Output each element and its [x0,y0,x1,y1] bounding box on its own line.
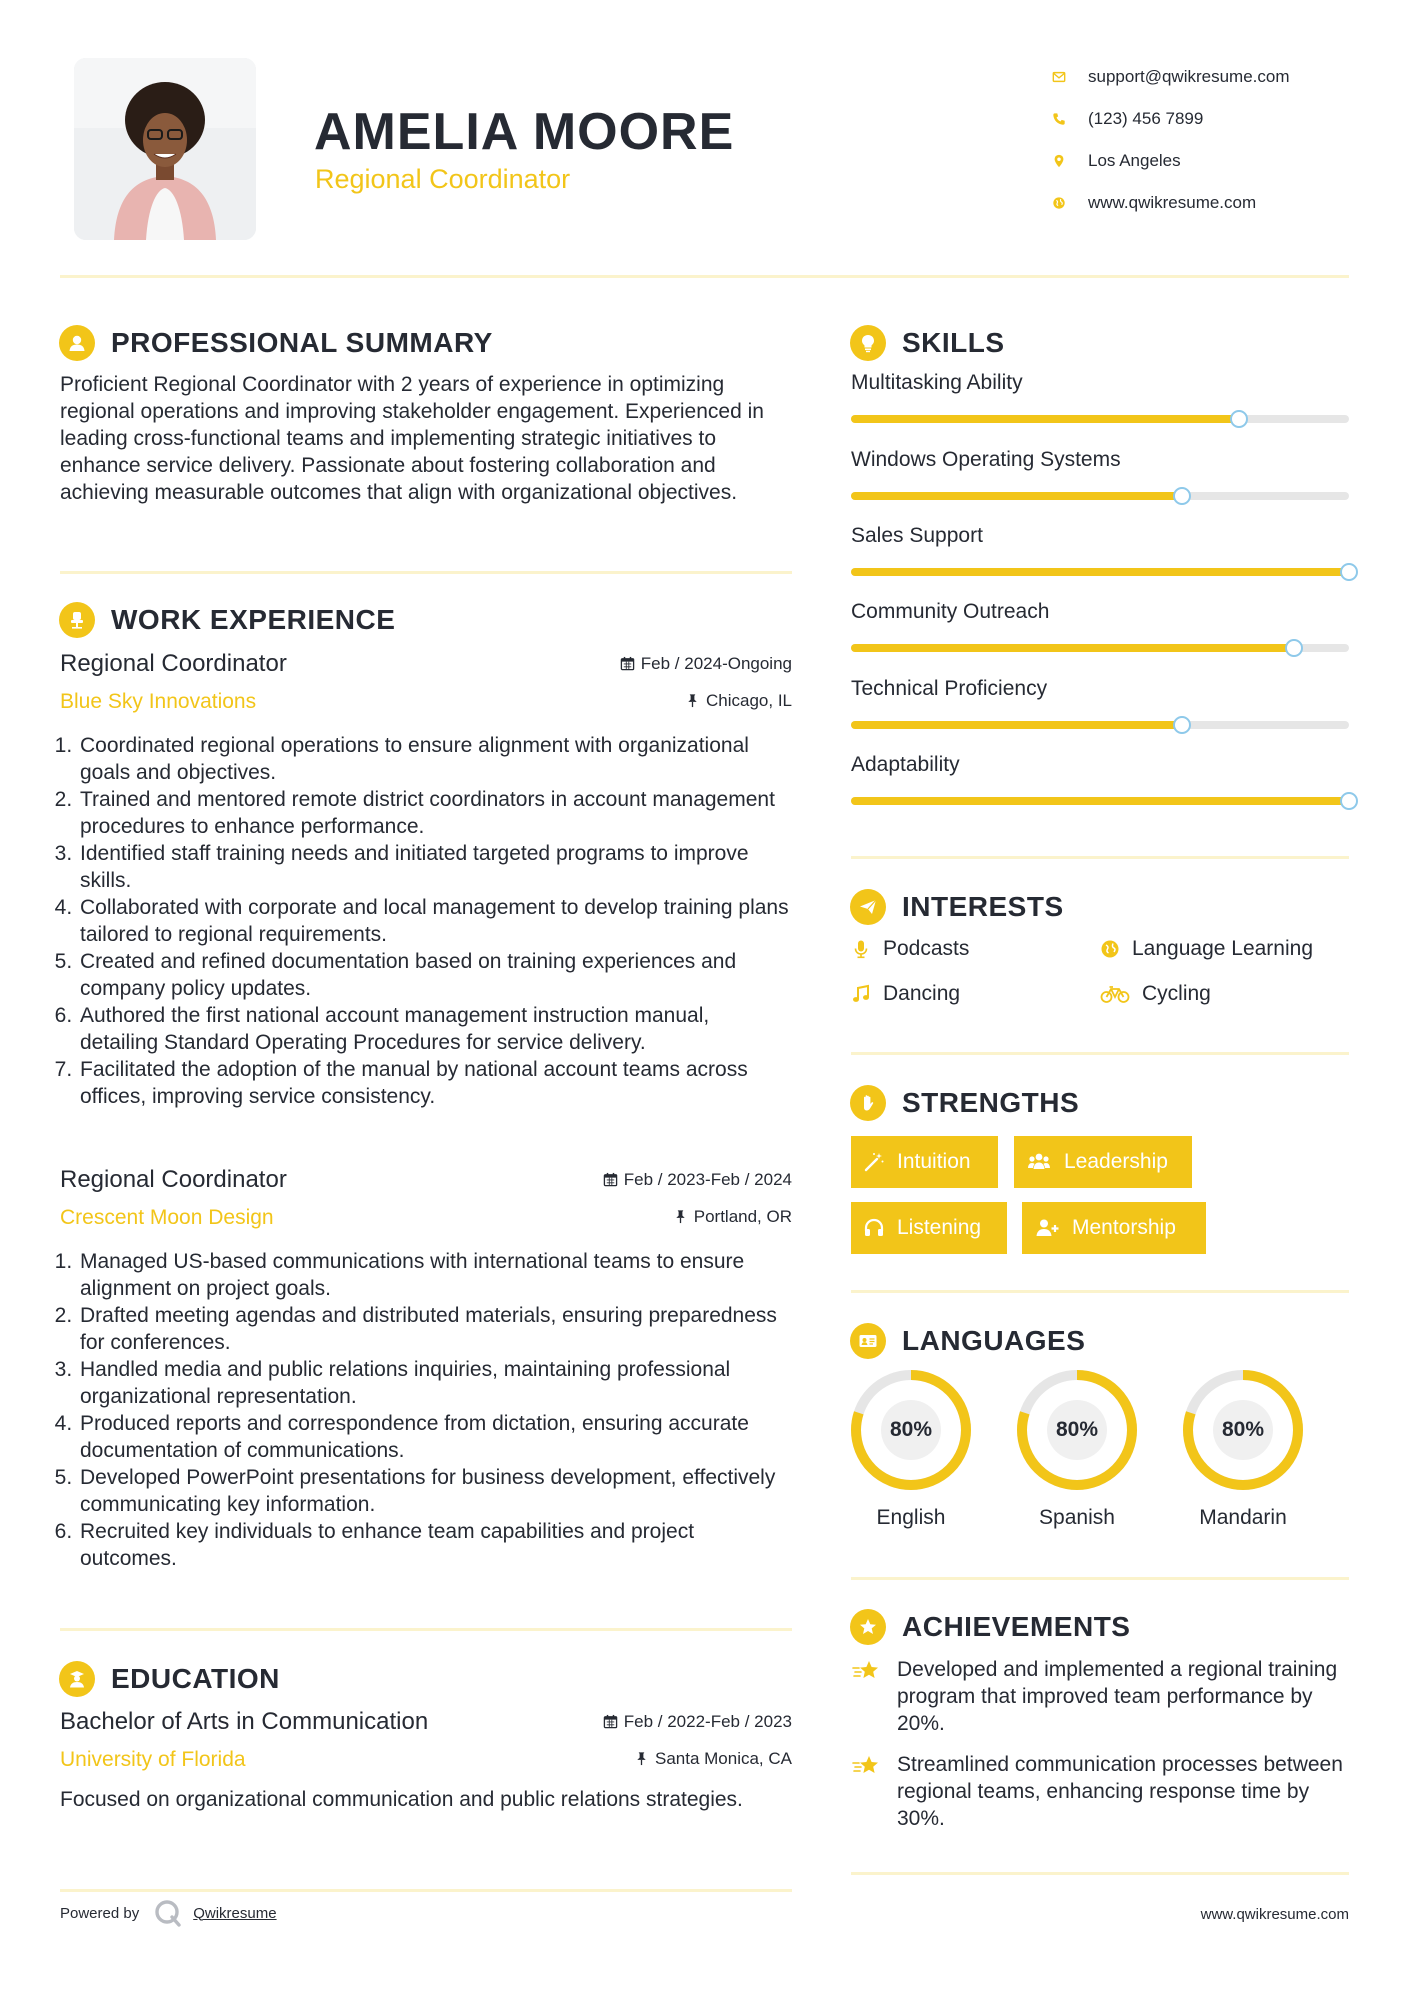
contact-email[interactable] [1050,56,1380,98]
skill-bar [851,568,1349,576]
skill-label: Windows Operating Systems [851,448,1121,471]
list-item: 2. Drafted meeting agendas and distributed materials, ensuring preparedness for conferences. [78,1302,792,1356]
achievement-item [851,1751,1351,1832]
pushpin-icon [673,1209,688,1224]
users-icon [1026,1151,1052,1173]
user-icon [59,325,95,361]
microphone-icon [851,939,871,959]
list-item: 1. Coordinated regional operations to ensure alignment with organizational goals and objectives. [78,732,792,786]
skill-bar-fill [851,644,1294,652]
skill-bar-fill [851,721,1182,729]
language-percent: 80% [1221,1418,1265,1441]
job-dates [620,654,792,674]
summary-title: PROFESSIONAL SUMMARY [111,327,493,358]
header-divider [60,275,1349,278]
education-heading [59,1661,280,1697]
email-text: support@qwikresume.com [1088,67,1290,86]
language-donut [1015,1368,1139,1492]
strength-label: Leadership [1064,1150,1168,1173]
calendar-icon [603,1172,618,1187]
languages-title: LANGUAGES [902,1325,1086,1356]
languages-divider [851,1577,1349,1580]
user-plus-icon [1034,1217,1060,1239]
paper-plane-icon [850,889,886,925]
job-dates-text: Feb / 2024-Ongoing [640,653,792,673]
skill-item [851,753,1349,805]
skill-item [851,677,1349,729]
strength-label: Mentorship [1072,1216,1176,1239]
interest-item [1100,937,1313,961]
strength-label: Listening [897,1216,982,1239]
achievements-heading [850,1609,1130,1645]
lightbulb-icon [850,325,886,361]
website-text: www.qwikresume.com [1088,193,1257,212]
skill-bar-fill [851,492,1182,500]
education-location-text: Santa Monica, CA [654,1748,792,1768]
map-pin-icon [1050,154,1088,168]
language-name: Spanish [1039,1506,1115,1529]
education-divider [60,1889,792,1892]
achievements-title: ACHIEVEMENTS [902,1611,1131,1642]
skill-bar [851,492,1349,500]
skill-item [851,524,1349,576]
list-item: 5. Developed PowerPoint presentations for business development, effectively communicating key information. [78,1464,792,1518]
calendar-icon [603,1714,618,1729]
candidate-name: AMELIA MOORE [314,103,735,161]
language-item [849,1368,973,1530]
briefcase-chair-icon [59,602,95,638]
job-bullets [60,1248,792,1572]
language-item [1181,1368,1305,1530]
skill-label: Sales Support [851,524,983,547]
phone-icon [1050,112,1088,126]
skill-label: Community Outreach [851,600,1050,623]
language-donut [849,1368,973,1492]
list-item: 1. Managed US-based communications with international teams to ensure alignment on project goals. [78,1248,792,1302]
school-name: University of Florida [60,1748,246,1771]
interest-label: Cycling [1142,982,1211,1005]
graduate-icon [59,1661,95,1697]
job-title: Regional Coordinator [60,650,287,677]
achievement-item [851,1656,1351,1737]
contact-info [1050,56,1380,224]
company-name: Blue Sky Innovations [60,690,257,713]
strength-tag [851,1136,998,1188]
interest-label: Podcasts [883,937,970,960]
interest-label: Dancing [883,982,961,1005]
skills-heading [850,325,1005,361]
globe-icon [1050,196,1088,210]
hand-icon [850,1085,886,1121]
company-name: Crescent Moon Design [60,1206,274,1229]
interest-item [1100,982,1211,1006]
skill-bar-fill [851,415,1239,423]
summary-divider [60,571,792,574]
skill-item [851,371,1349,423]
skill-label: Technical Proficiency [851,677,1048,700]
education-dates-text: Feb / 2022-Feb / 2023 [623,1711,792,1731]
summary-text: Proficient Regional Coordinator with 2 years of experience in optimizing regional operations and improving stakeholder engagement. Experienced in leading cross-functional teams and implementing strategic initiatives to enhance service delivery. Passionate about fostering collaboration and achieving measurable outcomes that align with organizational objectives. [60,373,764,504]
summary-heading [59,325,493,361]
job-location [673,1207,792,1227]
strength-tag [1022,1202,1206,1254]
skill-bar [851,721,1349,729]
location-text: Los Angeles [1088,151,1181,170]
list-item: 6. Recruited key individuals to enhance team capabilities and project outcomes. [78,1518,792,1572]
education-description: Focused on organizational communication and public relations strategies. [60,1788,743,1811]
education-entry [60,1708,792,1813]
interest-item [851,937,969,961]
list-item: 6. Authored the first national account management instruction manual, detailing Standard Operating Procedures for service delivery. [78,1002,792,1056]
strengths-divider [851,1290,1349,1293]
job-entry-1 [60,650,792,1110]
interest-item [851,982,960,1006]
language-item [1015,1368,1139,1530]
powered-by-text: Powered by [60,1904,140,1922]
strengths-heading [850,1085,1079,1121]
achievement-text: Streamlined communication processes between regional teams, enhancing response time by 30%. [897,1753,1343,1830]
list-item: 7. Facilitated the adoption of the manual by national account teams across offices, improving service consistency. [78,1056,792,1110]
qwikresume-logo-icon [153,1898,183,1928]
language-name: English [876,1506,946,1529]
experience-divider [60,1628,792,1631]
job-location-text: Chicago, IL [706,690,792,710]
experience-title: WORK EXPERIENCE [111,604,396,635]
skill-bar-knob [1340,792,1358,810]
skill-bar-knob [1230,410,1248,428]
job-location [685,691,792,711]
bicycle-icon [1100,984,1130,1004]
profile-photo [74,58,256,240]
skill-item [851,448,1349,500]
degree-title: Bachelor of Arts in Communication [60,1708,429,1735]
achievement-text: Developed and implemented a regional training program that improved team performance by 20%. [897,1658,1338,1735]
job-location-text: Portland, OR [693,1206,792,1226]
skills-divider [851,856,1349,859]
list-item: 5. Created and refined documentation based on training experiences and company policy updates. [78,948,792,1002]
skills-title: SKILLS [902,327,1005,358]
job-dates-text: Feb / 2023-Feb / 2024 [623,1169,792,1189]
skill-bar-knob [1285,639,1303,657]
interests-title: INTERESTS [902,891,1064,922]
footer-website[interactable]: www.qwikresume.com [1200,1906,1349,1923]
brand-link[interactable]: Qwikresume [193,1904,277,1922]
education-location [634,1749,792,1769]
star-badge-icon [850,1609,886,1645]
job-bullets [60,732,792,1110]
strength-tag [1014,1136,1192,1188]
list-item: 4. Collaborated with corporate and local management to develop training plans tailored to regional requirements. [78,894,792,948]
skill-bar [851,797,1349,805]
education-title: EDUCATION [111,1663,280,1694]
skill-label: Multitasking Ability [851,371,1023,394]
job-entry-2 [60,1166,792,1572]
music-icon [851,984,871,1004]
list-item: 4. Produced reports and correspondence from dictation, ensuring accurate documentation of communications. [78,1410,792,1464]
list-item: 3. Handled media and public relations inquiries, maintaining professional organizational representation. [78,1356,792,1410]
headphones-icon [863,1217,885,1239]
skill-bar-fill [851,568,1349,576]
portrait-image [74,58,256,240]
envelope-icon [1050,70,1088,84]
experience-heading [59,602,395,638]
strength-tag [851,1202,1007,1254]
skill-bar-knob [1173,716,1191,734]
contact-phone[interactable] [1050,98,1380,140]
calendar-icon [620,656,635,671]
language-percent: 80% [889,1418,933,1441]
pushpin-icon [634,1751,649,1766]
job-title: Regional Coordinator [60,1166,287,1193]
list-item: 2. Trained and mentored remote district coordinators in account management procedures to enhance performance. [78,786,792,840]
globe-icon [1100,939,1120,959]
magic-wand-icon [863,1151,885,1173]
skill-bar-knob [1173,487,1191,505]
strengths-title: STRENGTHS [902,1087,1080,1118]
language-name: Mandarin [1199,1506,1287,1529]
languages-heading [850,1323,1085,1359]
strength-label: Intuition [897,1150,971,1173]
contact-location [1050,140,1380,182]
language-donut [1181,1368,1305,1492]
achievements-divider [851,1872,1349,1875]
interest-label: Language Learning [1132,937,1314,960]
contact-website[interactable] [1050,182,1380,224]
skill-bar [851,415,1349,423]
shooting-star-icon [851,1656,881,1686]
pushpin-icon [685,693,700,708]
skill-bar-fill [851,797,1349,805]
phone-text: (123) 456 7899 [1088,109,1204,128]
job-dates [603,1170,792,1190]
language-percent: 80% [1055,1418,1099,1441]
interests-divider [851,1052,1349,1055]
candidate-title: Regional Coordinator [315,164,571,194]
id-card-icon [850,1323,886,1359]
skill-label: Adaptability [851,753,960,776]
shooting-star-icon [851,1751,881,1781]
education-dates [603,1712,792,1732]
skill-bar-knob [1340,563,1358,581]
footer-powered-by [60,1898,277,1928]
list-item: 3. Identified staff training needs and initiated targeted programs to improve skills. [78,840,792,894]
interests-heading [850,889,1064,925]
skill-bar [851,644,1349,652]
skill-item [851,600,1349,652]
